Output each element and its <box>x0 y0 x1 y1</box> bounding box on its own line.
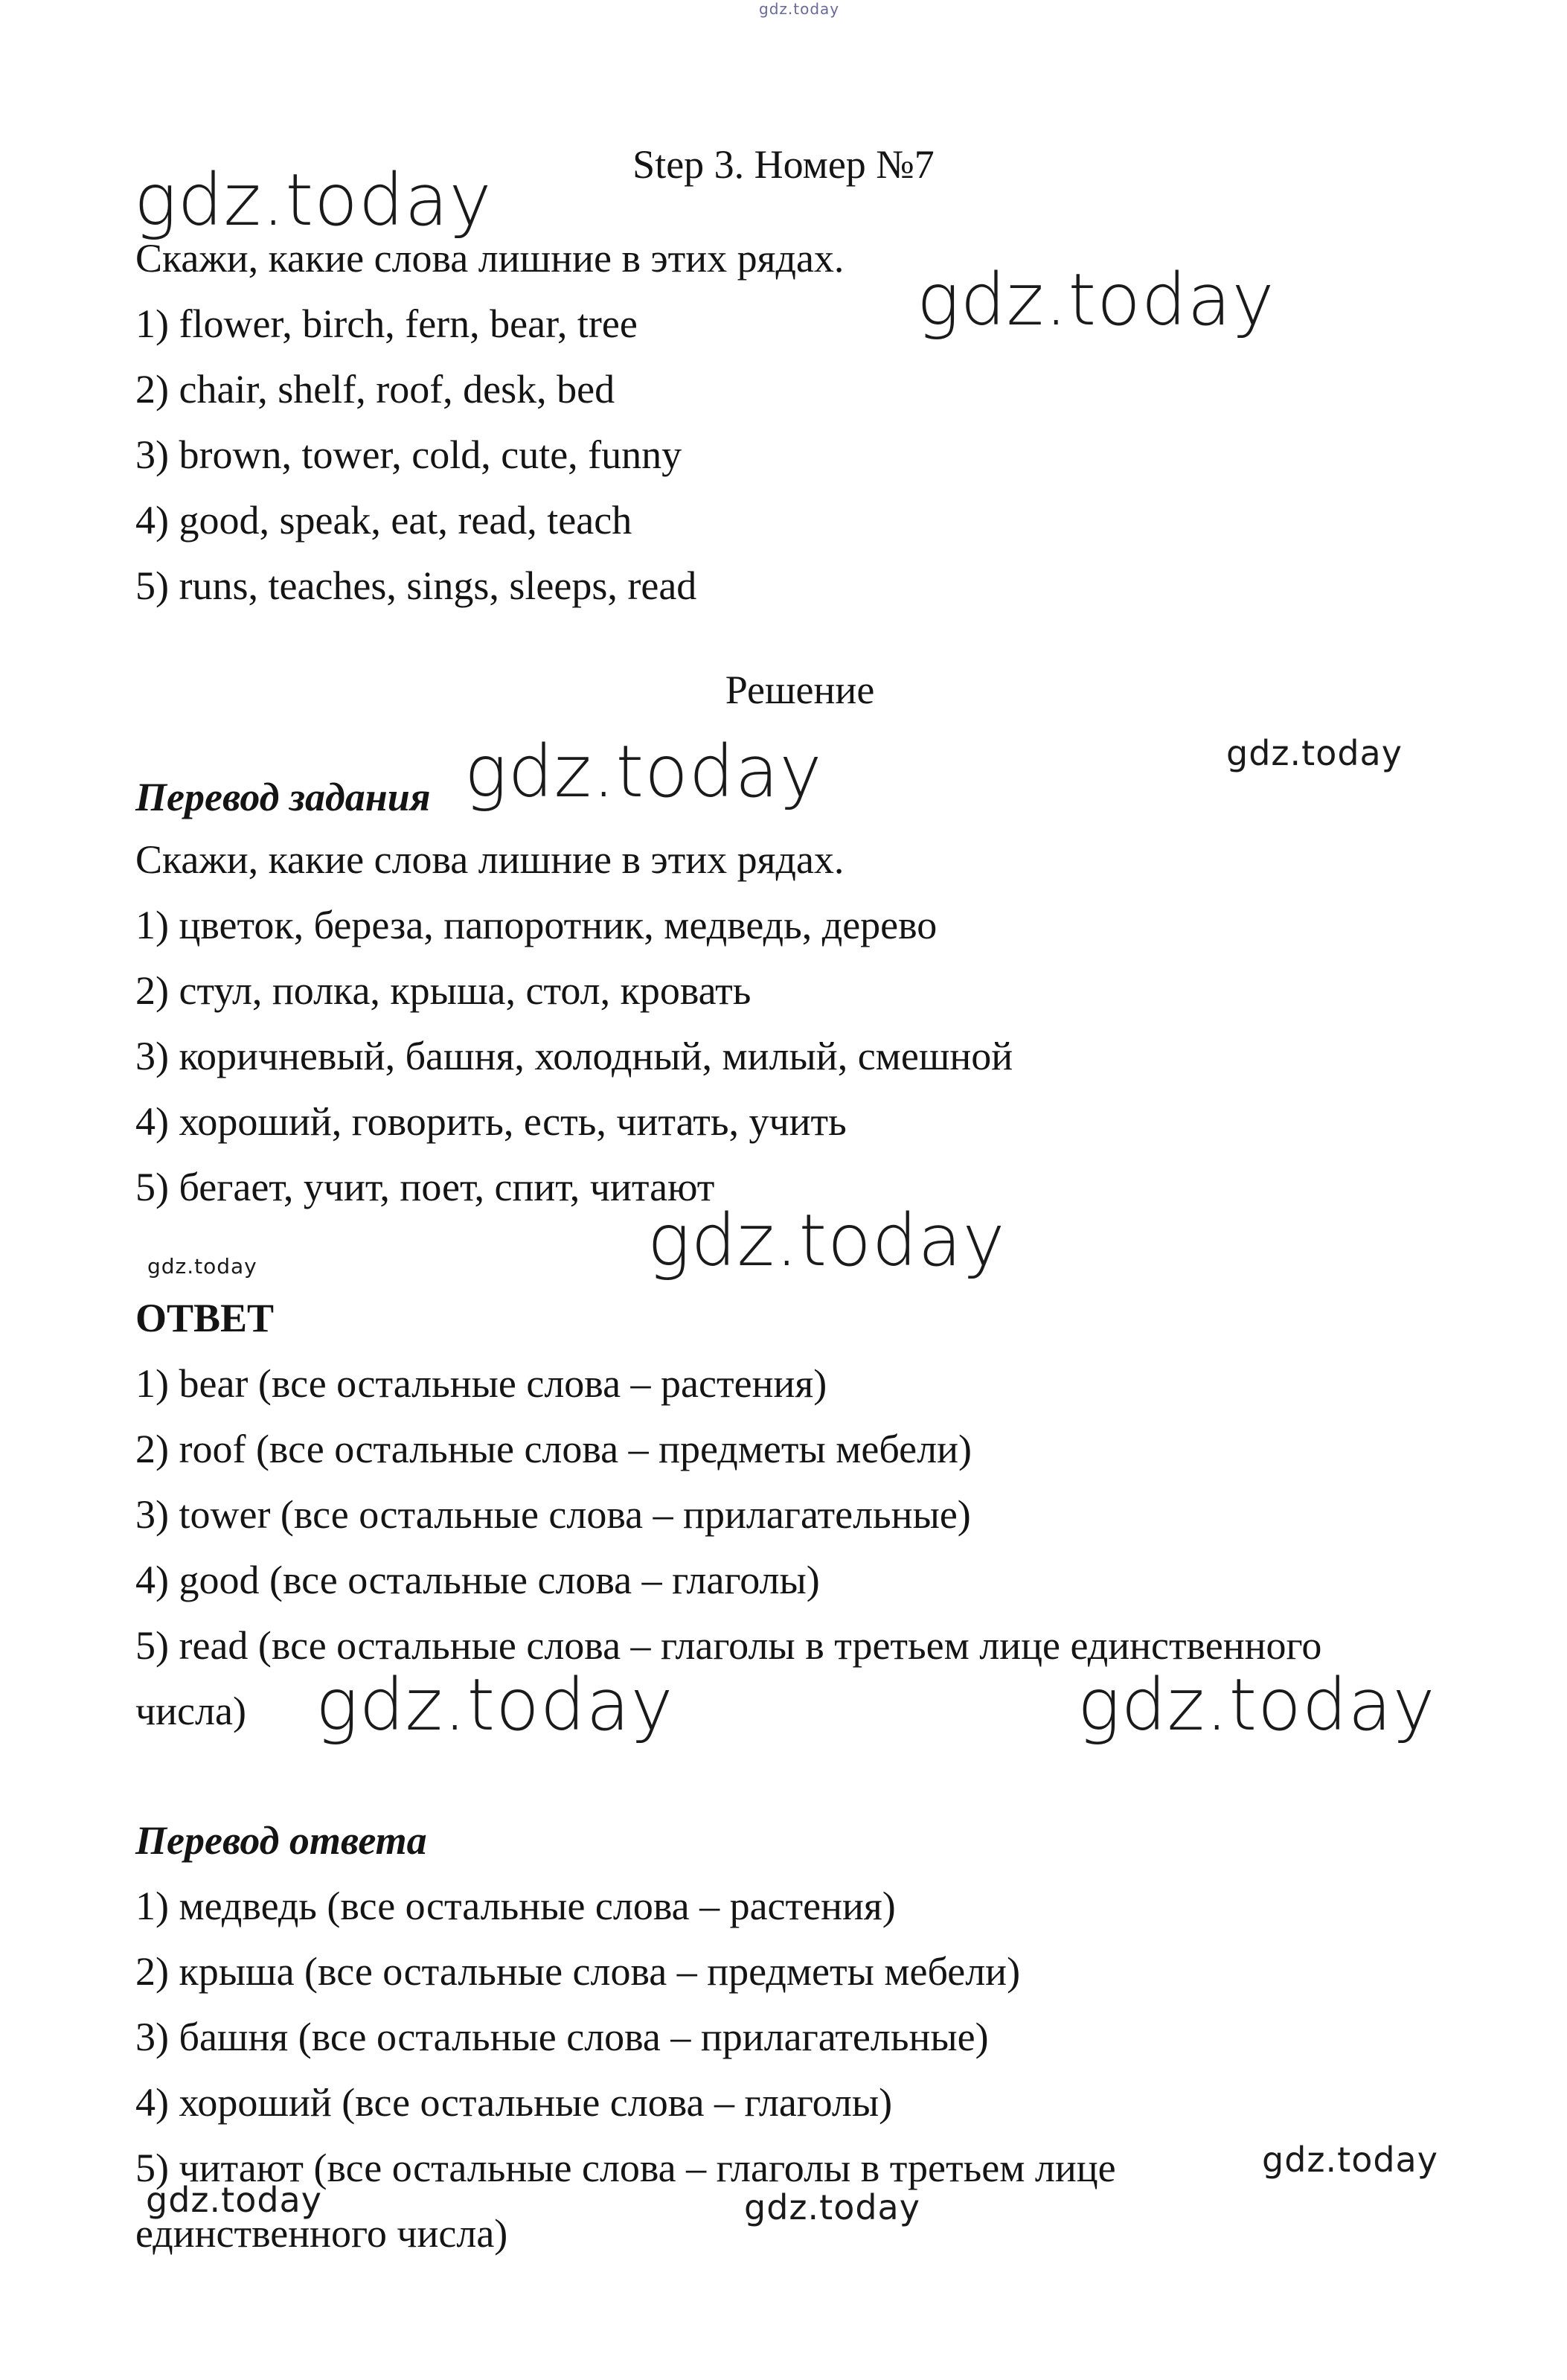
watermark: gdz.today <box>134 159 493 242</box>
watermark: gdz.today <box>147 1254 257 1279</box>
task-prompt: Скажи, какие слова лишние в этих рядах. <box>135 236 845 281</box>
answer-item-5: 5) read (все остальные слова – глаголы в третьем лице единственного <box>135 1623 1322 1668</box>
watermark: gdz.today <box>1077 1663 1436 1747</box>
translation-item-4: 4) хороший, говорить, есть, читать, учить <box>135 1099 847 1144</box>
task-item-3: 3) brown, tower, cold, cute, funny <box>135 432 682 477</box>
translation-item-2: 2) стул, полка, крыша, стол, кровать <box>135 968 752 1013</box>
answer-item-4: 4) good (все остальные слова – глаголы) <box>135 1558 820 1602</box>
answer-item-2: 2) roof (все остальные слова – предметы мебели) <box>135 1427 972 1471</box>
answer-translation-item-5-cont: единственного числа) <box>135 2211 508 2256</box>
answer-item-3: 3) tower (все остальные слова – прилагательные) <box>135 1492 971 1537</box>
solution-heading: Решение <box>725 668 875 712</box>
translation-item-5: 5) бегает, учит, поет, спит, читают <box>135 1165 715 1209</box>
answer-translation-item-5: 5) читают (все остальные слова – глаголы в третьем лице <box>135 2146 1116 2190</box>
answer-translation-item-1: 1) медведь (все остальные слова – растения) <box>135 1884 896 1928</box>
translation-prompt: Скажи, какие слова лишние в этих рядах. <box>135 837 845 882</box>
task-item-2: 2) chair, shelf, roof, desk, bed <box>135 367 615 412</box>
translation-item-1: 1) цветок, береза, папоротник, медведь, дерево <box>135 903 938 947</box>
task-item-5: 5) runs, teaches, sings, sleeps, read <box>135 563 697 608</box>
watermark: gdz.today <box>1262 2140 1438 2180</box>
translation-heading: Перевод задания <box>135 775 431 819</box>
answer-translation-item-3: 3) башня (все остальные слова – прилагательные) <box>135 2015 989 2059</box>
watermark: gdz.today <box>464 730 823 813</box>
answer-item-1: 1) bear (все остальные слова – растения) <box>135 1361 827 1406</box>
watermark: gdz.today <box>744 2187 920 2227</box>
watermark: gdz.today <box>647 1199 1006 1282</box>
watermark: gdz.today <box>315 1663 674 1747</box>
answer-translation-item-2: 2) крыша (все остальные слова – предметы мебели) <box>135 1949 1021 1994</box>
task-item-4: 4) good, speak, eat, read, teach <box>135 498 632 543</box>
watermark-top: gdz.today <box>759 0 840 18</box>
watermark: gdz.today <box>146 2180 322 2220</box>
answer-item-5-cont: числа) <box>135 1689 246 1733</box>
answer-heading: ОТВЕТ <box>135 1296 275 1340</box>
answer-translation-item-4: 4) хороший (все остальные слова – глаголы) <box>135 2080 893 2125</box>
watermark: gdz.today <box>917 258 1275 342</box>
translation-item-3: 3) коричневый, башня, холодный, милый, смешной <box>135 1034 1013 1078</box>
watermark: gdz.today <box>1226 733 1403 773</box>
page-title: Step 3. Номер №7 <box>632 142 935 187</box>
task-item-1: 1) flower, birch, fern, bear, tree <box>135 301 638 346</box>
answer-translation-heading: Перевод ответа <box>135 1818 427 1863</box>
